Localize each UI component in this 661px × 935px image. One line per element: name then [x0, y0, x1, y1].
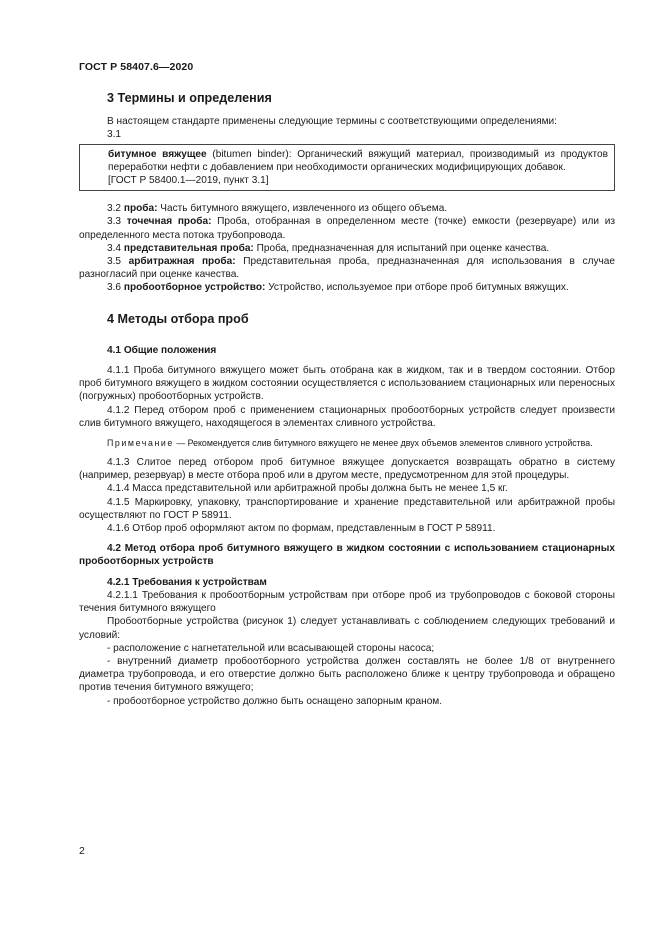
term-number: 3.3 — [107, 216, 127, 228]
list-item: - внутренний диаметр пробоотборного устройства должен составлять не более 1/8 от внутреннего диаметра трубопровода, и его отверстие должно быть расположено ближе к центру трубопровода и обращено против течения битумного вяжущего; — [79, 655, 615, 694]
term-3-6 — [79, 281, 615, 294]
term-name: пробоотборное устройство: — [123, 282, 266, 294]
paragraph-4-1-3: 4.1.3 Слитое перед отбором проб битумное вяжущее допускается возвращать обратно в систему (например, резервуар) в месте отбора проб или в другом месте, предусмотренном для этой процедуры. — [79, 457, 615, 482]
terms-intro: В настоящем стандарте применены следующие термины с соответствующими определениями: — [107, 116, 557, 128]
term-name: представительная проба: — [123, 242, 254, 254]
paragraph-4-1-5: 4.1.5 Маркировку, упаковку, транспортирование и хранение представительной или арбитражной пробы осуществляют по ГОСТ Р 58911. — [79, 496, 615, 521]
paragraph-4-1-1: 4.1.1 Проба битумного вяжущего может быть отобрана как в жидком, так и в твердом состоянии. Отбор проб битумного вяжущего в жидком состоянии осуществляется с использованием стационарных или переносных (погружных) пробоотборных устройств. — [79, 365, 615, 403]
page-content — [79, 92, 615, 708]
term-text: Проба, предназначенная для испытаний при оценке качества. — [253, 242, 550, 254]
section-4-2-title: 4.2 Метод отбора проб битумного вяжущего в жидком состоянии с использованием стационарных пробоотборных устройств — [79, 543, 615, 568]
section-3-title: 3 Термины и определения — [107, 91, 272, 105]
term-3-1-number: 3.1 — [107, 129, 122, 141]
term-number: 3.5 — [107, 256, 129, 268]
term-3-2 — [79, 202, 615, 215]
term-3-1-reference: [ГОСТ Р 58400.1—2019, пункт 3.1] — [108, 175, 269, 187]
section-4-1-title: 4.1 Общие положения — [107, 344, 217, 356]
term-name: проба: — [123, 203, 158, 215]
term-text: Представительная проба, предназначенная для использования в случае разногласий при оценке качества. — [79, 256, 615, 281]
list-item: - пробоотборное устройство должно быть оснащено запорным краном. — [107, 695, 443, 707]
list-item: - расположение с нагнетательной или всасывающей стороны насоса; — [107, 642, 435, 654]
term-3-1-term: битумное вяжущее — [108, 148, 207, 160]
term-number: 3.2 — [107, 203, 124, 215]
note — [79, 437, 615, 449]
paragraph-4-1-6: 4.1.6 Отбор проб оформляют актом по формам, представленным в ГОСТ Р 58911. — [107, 523, 496, 535]
term-3-1-definition — [108, 148, 608, 174]
note-text: — Рекомендуется слив битумного вяжущего не менее двух объемов элементов сливного устройства. — [173, 438, 593, 449]
term-number: 3.4 — [107, 242, 124, 254]
note-label: Примечание — [107, 438, 174, 449]
term-text: Устройство, используемое при отборе проб битумных вяжущих. — [265, 282, 569, 294]
term-3-1-text: (bitumen binder): Органический вяжущий материал, производимый из продуктов переработки нефти с добавлением при необходимости органических модифицирующих добавок. — [108, 148, 608, 173]
term-3-1-box — [79, 144, 615, 192]
term-number: 3.6 — [107, 282, 124, 294]
paragraph-4-1-2: 4.1.2 Перед отбором проб с применением стационарных пробоотборных устройств следует произвести слив битумного вяжущего, находящегося в элементах сливного устройства. — [79, 404, 615, 429]
section-4-title: 4 Методы отбора проб — [107, 311, 249, 326]
term-name: точечная проба: — [126, 216, 212, 228]
term-3-3 — [79, 215, 615, 241]
term-3-5 — [79, 255, 615, 281]
document-header: ГОСТ Р 58407.6—2020 — [79, 61, 194, 73]
paragraph-4-1-4: 4.1.4 Масса представительной или арбитражной пробы должна быть не менее 1,5 кг. — [107, 483, 508, 495]
section-4-2-1-title: 4.2.1 Требования к устройствам — [107, 576, 267, 588]
term-3-4 — [79, 242, 615, 255]
term-name: арбитражная проба: — [128, 256, 236, 268]
page-number: 2 — [79, 845, 85, 857]
paragraph-4-2-1-1: 4.2.1.1 Требования к пробоотборным устройствам при отборе проб из трубопроводов с боковой стороны течения битумного вяжущего — [79, 589, 615, 615]
term-text: Проба, отобранная в определенном месте (точке) емкости (резервуаре) или из определенного места потока трубопровода. — [79, 216, 616, 241]
term-text: Часть битумного вяжущего, извлеченного из общего объема. — [157, 203, 448, 215]
paragraph-devices: Пробоотборные устройства (рисунок 1) следует устанавливать с соблюдением следующих требований и условий: — [79, 616, 615, 641]
